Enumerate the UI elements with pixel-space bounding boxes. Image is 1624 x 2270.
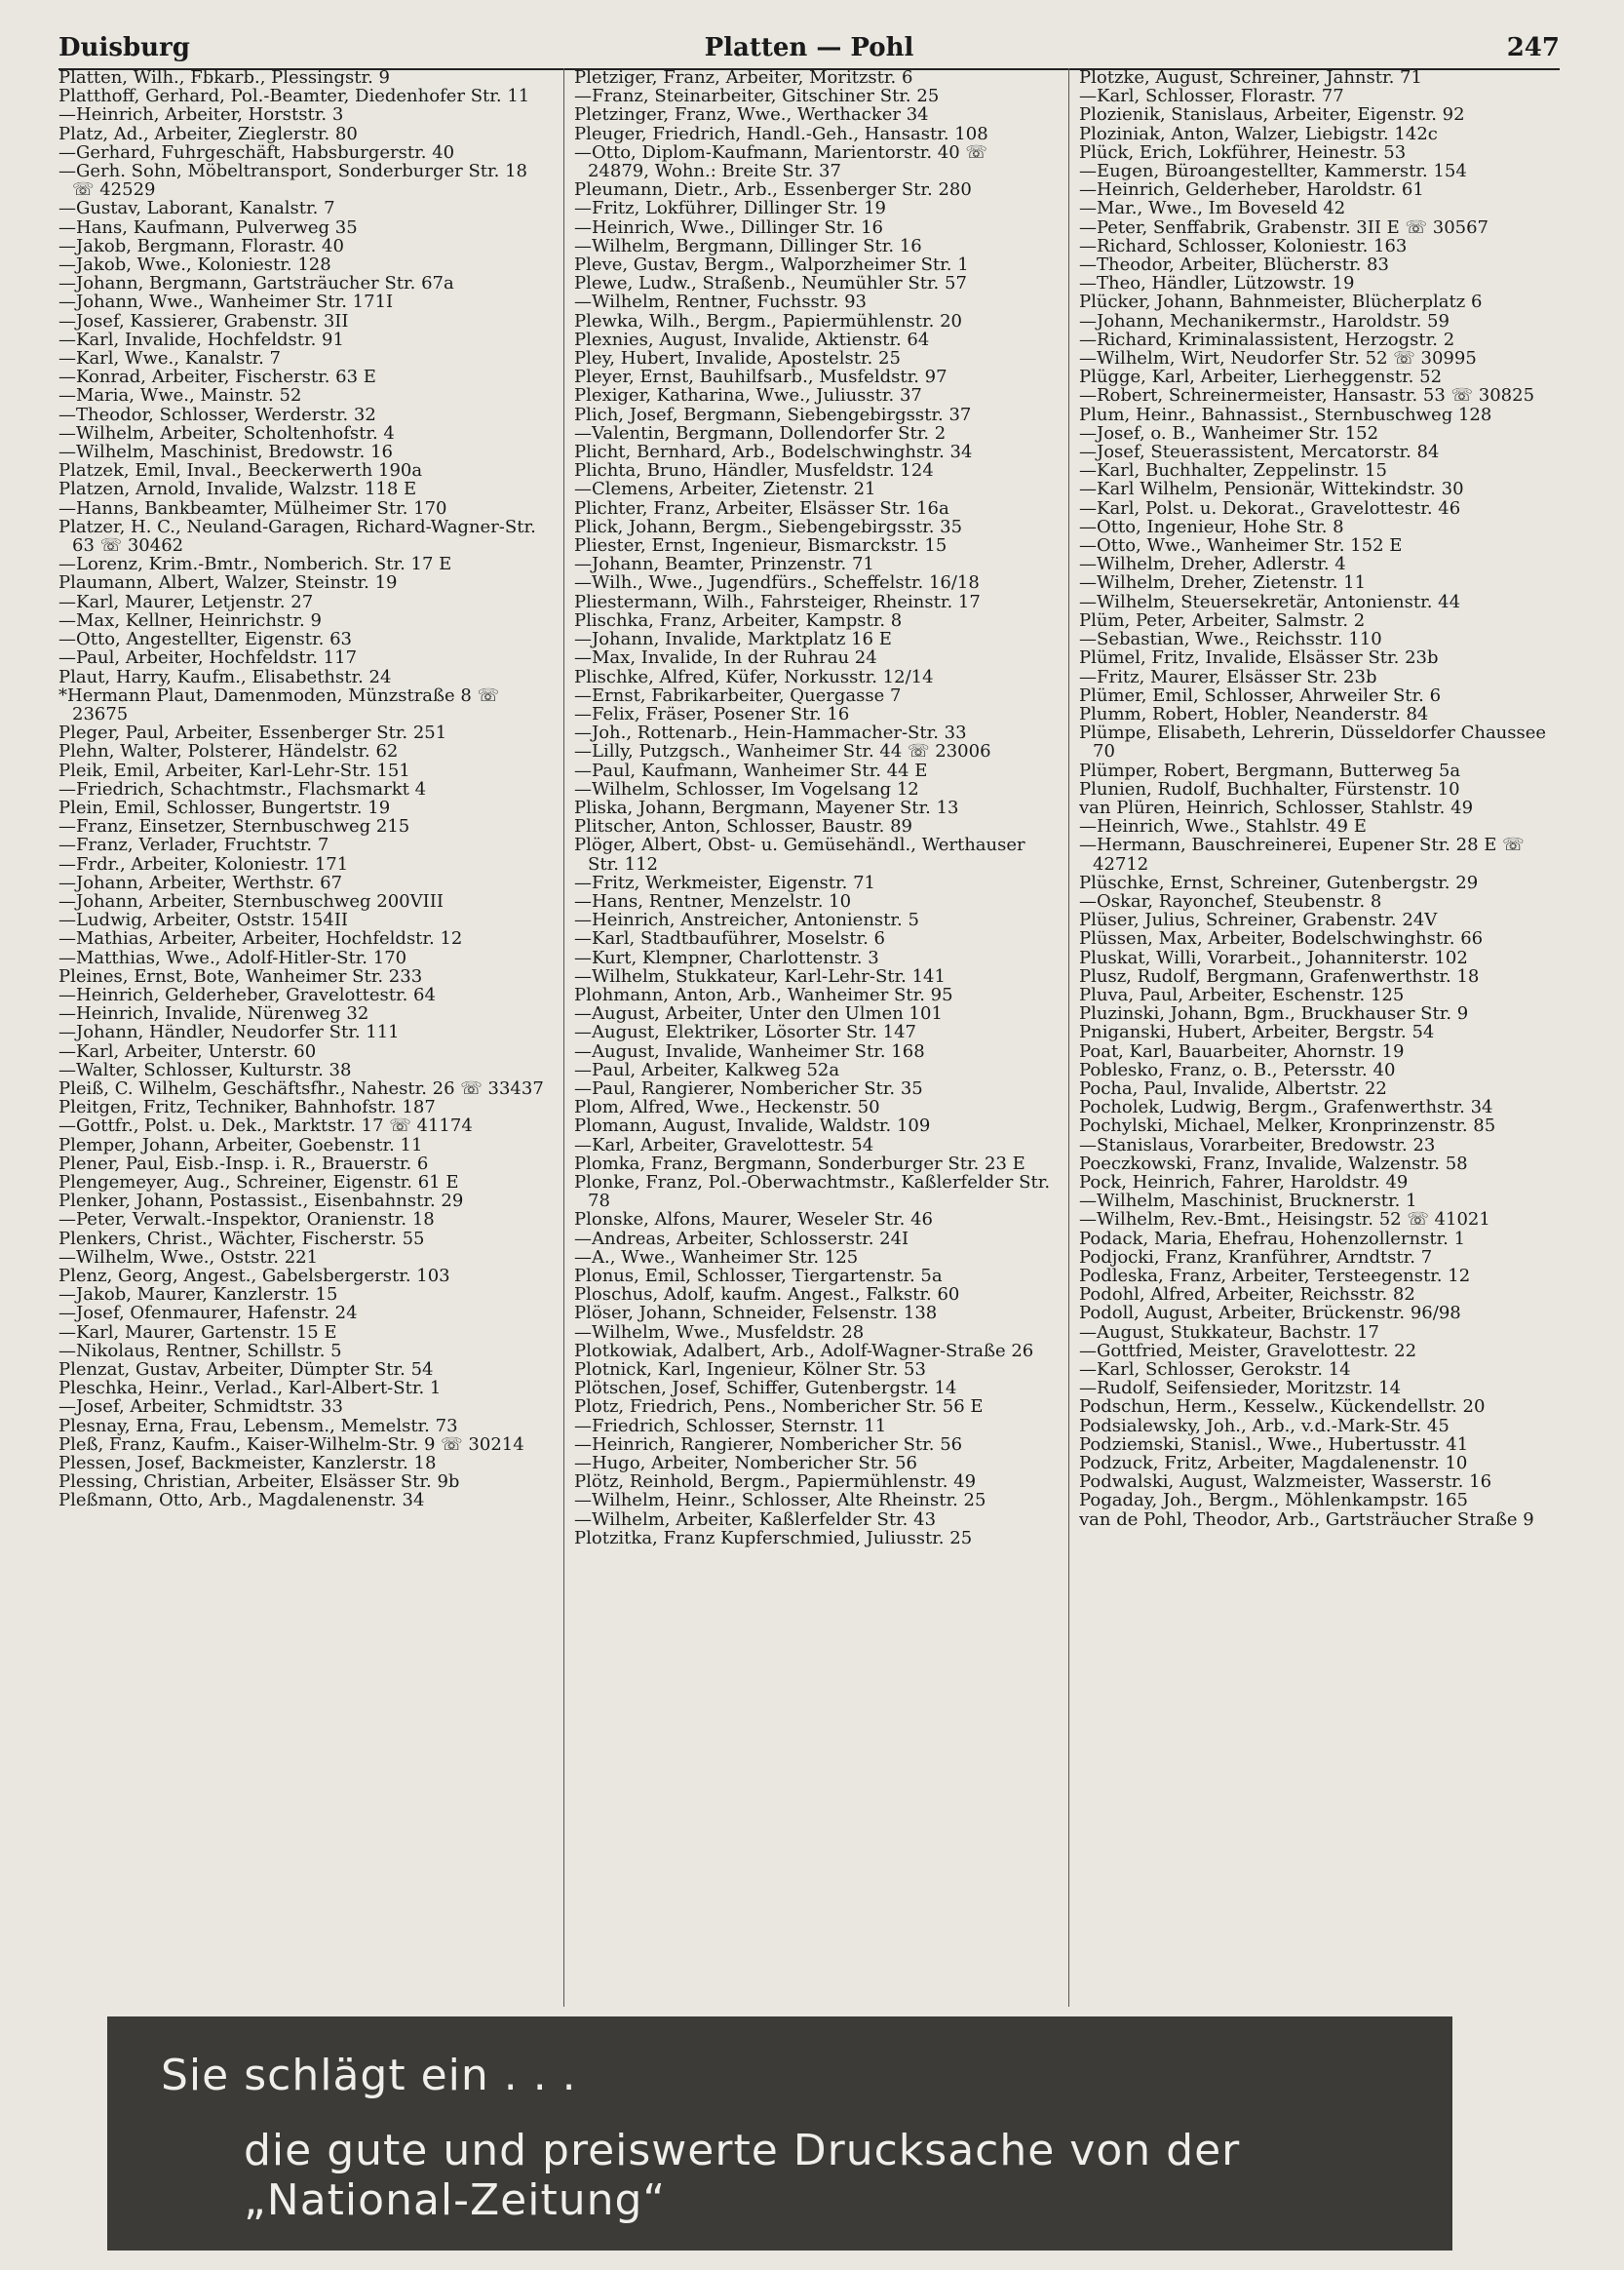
directory-entry: Pluskat, Willi, Vorarbeit., Johanniterstr. 102 [1079,947,1468,968]
directory-entry: Plüm, Peter, Arbeiter, Salmstr. 2 [1079,609,1366,631]
ad-line-2: die gute und preiswerte Drucksache von der „National-Zeitung“ [244,2126,1241,2225]
directory-entry: Plaut, Harry, Kaufm., Elisabethstr. 24 [58,666,392,687]
directory-entry: —Hans, Rentner, Menzelstr. 10 [574,890,852,912]
directory-entry: —August, Stukkateur, Bachstr. 17 [1079,1321,1379,1343]
directory-entry: —Kurt, Klempner, Charlottenstr. 3 [574,947,879,968]
directory-entry: Poeczkowski, Franz, Invalide, Walzenstr. 58 [1079,1153,1468,1174]
directory-entry: Platz, Ad., Arbeiter, Zieglerstr. 80 [58,123,358,144]
directory-entry: —Andreas, Arbeiter, Schlosserstr. 24I [574,1228,909,1249]
directory-entry: —Robert, Schreinermeister, Hansastr. 53 ☏ 30825 [1079,385,1535,407]
directory-entry: Podohl, Alfred, Arbeiter, Reichsstr. 82 [1079,1284,1415,1306]
directory-entry: Pluzinski, Johann, Bgm., Bruckhauser Str. 9 [1079,1003,1469,1025]
directory-entry: —August, Invalide, Wanheimer Str. 168 [574,1040,925,1062]
directory-entry: Plehn, Walter, Polsterer, Händelstr. 62 [58,741,399,763]
directory-entry: —A., Wwe., Wanheimer Str. 125 [574,1246,859,1268]
directory-entry: —Peter, Senffabrik, Grabenstr. 3II E ☏ 30567 [1079,216,1489,238]
directory-entry: Platthoff, Gerhard, Pol.-Beamter, Diedenhofer Str. 11 [58,86,530,107]
directory-entry: —Wilhelm, Wwe., Oststr. 221 [58,1246,319,1268]
header-range: Platten — Pohl [704,33,914,62]
directory-entry: —Johann, Arbeiter, Werthstr. 67 [58,872,343,893]
directory-entry: —Karl Wilhelm, Pensionär, Wittekindstr. 30 [1079,479,1464,500]
directory-entry: —Karl, Arbeiter, Unterstr. 60 [58,1040,317,1062]
directory-entry: Plück, Erich, Lokführer, Heinestr. 53 [1079,141,1407,163]
directory-entry: —Wilhelm, Dreher, Adlerstr. 4 [1079,554,1346,575]
directory-entry: —Otto, Angestellter, Eigenstr. 63 [58,629,352,650]
directory-entry: Pleitgen, Fritz, Techniker, Bahnhofstr. 187 [58,1097,436,1118]
directory-entry: —Oskar, Rayonchef, Steubenstr. 8 [1079,890,1382,912]
directory-entry: —Karl, Stadtbauführer, Moselstr. 6 [574,928,885,950]
directory-entry: —Wilhelm, Schlosser, Im Vogelsang 12 [574,778,919,800]
directory-entry: —Max, Kellner, Heinrichstr. 9 [58,609,322,631]
directory-entry: Plüssen, Max, Arbeiter, Bodelschwinghstr. 66 [1079,928,1484,950]
advertisement-banner [107,2016,1452,2250]
directory-entry: —Heinrich, Anstreicher, Antonienstr. 5 [574,910,919,931]
directory-entry: —Heinrich, Invalide, Nürenweg 32 [58,1003,369,1025]
directory-entry: —Theodor, Arbeiter, Blücherstr. 83 [1079,254,1389,276]
directory-entry: —Otto, Wwe., Wanheimer Str. 152 E [1079,535,1403,557]
directory-entry: —Wilh., Wwe., Jugendfürs., Scheffelstr. 16/18 [574,572,980,594]
directory-entry: Platzek, Emil, Inval., Beeckerwerth 190a [58,460,423,482]
directory-entry: —Jakob, Wwe., Koloniestr. 128 [58,254,331,276]
directory-entry: Plunien, Rudolf, Buchhalter, Fürstenstr. 10 [1079,778,1460,800]
directory-entry: —Nikolaus, Rentner, Schillstr. 5 [58,1340,342,1361]
directory-entry: —Wilhelm, Rentner, Fuchsstr. 93 [574,292,867,313]
directory-entry: —Otto, Diplom-Kaufmann, Marientorstr. 40 ☏ 24879, Wohn.: Breite Str. 37 [574,141,987,182]
directory-entry: Pleß, Franz, Kaufm., Kaiser-Wilhelm-Str. 9 ☏ 30214 [58,1433,524,1455]
directory-entry: Plom, Alfred, Wwe., Heckenstr. 50 [574,1097,880,1118]
directory-entry: —Walter, Schlosser, Kulturstr. 38 [58,1059,352,1080]
directory-entry: —Johann, Händler, Neudorfer Str. 111 [58,1022,400,1043]
directory-entry: Pleyer, Ernst, Bauhilfsarb., Musfeldstr. 97 [574,367,947,388]
directory-entry: Plener, Paul, Eisb.-Insp. i. R., Brauerstr. 6 [58,1153,429,1174]
directory-entry: —Johann, Arbeiter, Sternbuschweg 200VIII [58,890,444,912]
directory-entry: Pocha, Paul, Invalide, Albertstr. 22 [1079,1077,1387,1099]
directory-entry: —Karl, Polst. u. Dekorat., Gravelottestr. 46 [1079,497,1461,519]
directory-entry: Plitscher, Anton, Schlosser, Baustr. 89 [574,816,912,838]
directory-entry: Pluva, Paul, Arbeiter, Eschenstr. 125 [1079,984,1405,1005]
directory-entry: Plich, Josef, Bergmann, Siebengebirgsstr. 37 [574,404,972,425]
directory-entry: van Plüren, Heinrich, Schlosser, Stahlstr. 49 [1079,797,1474,818]
directory-entry: Plotz, Friedrich, Pens., Nombericher Str. 56 E [574,1396,984,1418]
directory-entry: Plümel, Fritz, Invalide, Elsässer Str. 23b [1079,647,1439,669]
directory-entry: —Wilhelm, Rev.-Bmt., Heisingstr. 52 ☏ 41021 [1079,1209,1490,1231]
directory-entry: —Wilhelm, Dreher, Zietenstr. 11 [1079,572,1367,594]
directory-entry: Plöser, Johann, Schneider, Felsenstr. 138 [574,1303,938,1324]
header-city: Duisburg [58,33,190,62]
directory-entry: —Friedrich, Schachtmstr., Flachsmarkt 4 [58,778,427,800]
directory-entry: Plonus, Emil, Schlosser, Tiergartenstr. 5a [574,1266,943,1286]
directory-entry: —Rudolf, Seifensieder, Moritzstr. 14 [1079,1378,1402,1399]
column-2 [563,68,1052,2007]
directory-entry: —Johann, Mechanikermstr., Haroldstr. 59 [1079,310,1450,332]
directory-entry: Pleumann, Dietr., Arb., Essenberger Str. 280 [574,179,972,201]
directory-entry: Pochylski, Michael, Melker, Kronprinzenstr. 85 [1079,1115,1496,1137]
directory-entry: Plexiger, Katharina, Wwe., Juliusstr. 37 [574,385,922,407]
directory-entry: —Joh., Rottenarb., Hein-Hammacher-Str. 33 [574,723,967,744]
directory-entry: Podjocki, Franz, Kranführer, Arndtstr. 7 [1079,1246,1433,1268]
directory-entry: Plick, Johann, Bergm., Siebengebirgsstr. 35 [574,516,963,537]
directory-entry: —Josef, Ofenmaurer, Hafenstr. 24 [58,1303,358,1324]
directory-entry: Plücker, Johann, Bahnmeister, Blücherplatz 6 [1079,292,1483,313]
directory-entry: Platten, Wilh., Fbkarb., Plessingstr. 9 [58,68,391,88]
directory-entry: —Karl, Buchhalter, Zeppelinstr. 15 [1079,460,1387,482]
directory-entry: Pleve, Gustav, Bergm., Walporzheimer Str. 1 [574,254,969,276]
directory-entry: —Konrad, Arbeiter, Fischerstr. 63 E [58,367,376,388]
directory-entry: —Paul, Arbeiter, Hochfeldstr. 117 [58,647,358,669]
directory-entry: —Johann, Beamter, Prinzenstr. 71 [574,554,874,575]
directory-entry: Pleines, Ernst, Bote, Wanheimer Str. 233 [58,965,423,987]
directory-entry: Pleiß, C. Wilhelm, Geschäftsfhr., Nahestr. 26 ☏ 33437 [58,1077,544,1099]
directory-entry: —Ludwig, Arbeiter, Oststr. 154II [58,910,349,931]
directory-entry: Pliester, Ernst, Ingenieur, Bismarckstr. 15 [574,535,947,557]
directory-entry: —Mathias, Arbeiter, Arbeiter, Hochfeldstr. 12 [58,928,463,950]
ad-line-1: Sie schlägt ein . . . [161,2051,577,2100]
directory-entry: Plotzke, August, Schreiner, Jahnstr. 71 [1079,68,1422,88]
directory-entry: —Johann, Invalide, Marktplatz 16 E [574,629,892,650]
directory-entry: —Heinrich, Gelderheber, Haroldstr. 61 [1079,179,1424,201]
directory-entry: —Eugen, Büroangestellter, Kammerstr. 154 [1079,161,1467,182]
directory-entry: Plewe, Ludw., Straßenb., Neumühler Str. 57 [574,273,967,294]
directory-entry: Plichter, Franz, Arbeiter, Elsässer Str. 16a [574,497,949,519]
directory-entry: —Jakob, Bergmann, Florastr. 40 [58,235,344,256]
directory-entry: —Karl, Schlosser, Gerokstr. 14 [1079,1359,1351,1381]
directory-entry: —Karl, Schlosser, Florastr. 77 [1079,86,1344,107]
directory-entry: —Heinrich, Arbeiter, Horststr. 3 [58,104,344,126]
directory-entry: —Lorenz, Krim.-Bmtr., Nomberich. Str. 17 E [58,554,452,575]
directory-entry: Plenzat, Gustav, Arbeiter, Dümpter Str. 54 [58,1359,434,1381]
directory-entry: —Johann, Bergmann, Gartsträucher Str. 67a [58,273,454,294]
directory-entry: Plotnick, Karl, Ingenieur, Kölner Str. 53 [574,1359,926,1381]
directory-entry: Podoll, August, Arbeiter, Brückenstr. 96/98 [1079,1303,1461,1324]
directory-entry: —Wilhelm, Heinr., Schlosser, Alte Rheinstr. 25 [574,1490,986,1511]
directory-entry: Plum, Heinr., Bahnassist., Sternbuschweg 128 [1079,404,1492,425]
directory-entry: —Wilhelm, Steuersekretär, Antonienstr. 44 [1079,591,1461,612]
directory-entry: Pleuger, Friedrich, Handl.-Geh., Hansastr. 108 [574,123,988,144]
directory-entry: —Felix, Fräser, Posener Str. 16 [574,703,850,724]
directory-entry: Pock, Heinrich, Fahrer, Haroldstr. 49 [1079,1171,1409,1193]
directory-entry: Podsialewsky, Joh., Arb., v.d.-Mark-Str. 45 [1079,1415,1450,1436]
directory-entry: Ploschus, Adolf, kaufm. Angest., Falkstr. 60 [574,1284,960,1306]
directory-entry: Plotzitka, Franz Kupferschmied, Juliusstr. 25 [574,1527,973,1548]
directory-entry: Plozienik, Stanislaus, Arbeiter, Eigenstr. 92 [1079,104,1465,126]
directory-entry: Plewka, Wilh., Bergm., Papiermühlenstr. 20 [574,310,962,332]
directory-entry: —Heinrich, Wwe., Stahlstr. 49 E [1079,816,1367,838]
directory-entry: —Paul, Arbeiter, Kalkweg 52a [574,1059,840,1080]
directory-entry: Pogaday, Joh., Bergm., Möhlenkampstr. 165 [1079,1490,1468,1511]
directory-entry: Plessen, Josef, Backmeister, Kanzlerstr. 18 [58,1453,437,1474]
directory-entry: —Josef, Kassierer, Grabenstr. 3II [58,310,349,332]
directory-entry: —Karl, Maurer, Gartenstr. 15 E [58,1321,337,1343]
directory-entry: —Paul, Rangierer, Nombericher Str. 35 [574,1077,923,1099]
directory-entry: —Wilhelm, Stukkateur, Karl-Lehr-Str. 141 [574,965,946,987]
directory-entry: Plüser, Julius, Schreiner, Grabenstr. 24V [1079,910,1438,931]
directory-entry: —Wilhelm, Arbeiter, Kaßlerfelder Str. 43 [574,1508,937,1530]
directory-entry: —Fritz, Werkmeister, Eigenstr. 71 [574,872,875,893]
column-3 [1068,68,1561,2007]
directory-entry: —Lilly, Putzgsch., Wanheimer Str. 44 ☏ 23006 [574,741,991,763]
directory-entry: Pleschka, Heinr., Verlad., Karl-Albert-Str. 1 [58,1378,442,1399]
directory-entry: —Gustav, Laborant, Kanalstr. 7 [58,198,335,219]
directory-entry: —Hermann, Bauschreinerei, Eupener Str. 28 E ☏ 42712 [1079,835,1525,875]
directory-entry: —Valentin, Bergmann, Dollendorfer Str. 2 [574,422,947,444]
directory-entry: —Karl, Arbeiter, Gravelottestr. 54 [574,1134,874,1155]
directory-entry: Plaumann, Albert, Walzer, Steinstr. 19 [58,572,398,594]
directory-entry: Poblesko, Franz, o. B., Petersstr. 40 [1079,1059,1396,1080]
directory-entry: —Gottfried, Meister, Gravelottestr. 22 [1079,1340,1417,1361]
directory-entry: —Johann, Wwe., Wanheimer Str. 171I [58,292,394,313]
directory-entry: Plümper, Robert, Bergmann, Butterweg 5a [1079,760,1461,781]
directory-entry: —Josef, o. B., Wanheimer Str. 152 [1079,422,1379,444]
directory-entry: —Wilhelm, Bergmann, Dillinger Str. 16 [574,235,922,256]
directory-entry: Plengemeyer, Aug., Schreiner, Eigenstr. 61 E [58,1171,459,1193]
directory-entry: —Matthias, Wwe., Adolf-Hitler-Str. 170 [58,947,407,968]
directory-entry: —Heinrich, Wwe., Dillinger Str. 16 [574,216,883,238]
directory-entry: Plomann, August, Invalide, Waldstr. 109 [574,1115,931,1137]
directory-entry: —Wilhelm, Maschinist, Bredowstr. 16 [58,442,394,463]
directory-entry: —Karl, Maurer, Letjenstr. 27 [58,591,314,612]
directory-entry: —Friedrich, Schlosser, Sternstr. 11 [574,1415,887,1436]
directory-entry: Plonke, Franz, Pol.-Oberwachtmstr., Kaßlerfelder Str. 78 [574,1171,1051,1212]
directory-entry: —Richard, Schlosser, Koloniestr. 163 [1079,235,1408,256]
directory-entry: Plemper, Johann, Arbeiter, Goebenstr. 11 [58,1134,423,1155]
directory-entry: Pletzinger, Franz, Wwe., Werthacker 34 [574,104,929,126]
directory-entry: —Otto, Ingenieur, Hohe Str. 8 [1079,516,1344,537]
directory-entry: *Hermann Plaut, Damenmoden, Münzstraße 8 ☏ 23675 [58,685,500,724]
directory-entry: —Franz, Steinarbeiter, Gitschiner Str. 25 [574,86,940,107]
directory-entry: —Gerhard, Fuhrgeschäft, Habsburgerstr. 40 [58,141,455,163]
directory-entry: Plischke, Alfred, Küfer, Norkusstr. 12/14 [574,666,934,687]
directory-entry: Pniganski, Hubert, Arbeiter, Bergstr. 54 [1079,1022,1435,1043]
directory-entry: Plötz, Reinhold, Bergm., Papiermühlenstr. 49 [574,1471,977,1493]
directory-entry: Pleger, Paul, Arbeiter, Essenberger Str. 251 [58,723,447,744]
directory-entry: Plexnies, August, Invalide, Aktienstr. 64 [574,329,930,350]
directory-entry: Pliestermann, Wilh., Fahrsteiger, Rheinstr. 17 [574,591,981,612]
directory-entry: —Heinrich, Rangierer, Nombericher Str. 56 [574,1433,963,1455]
directory-entry: —Frdr., Arbeiter, Koloniestr. 171 [58,853,349,875]
directory-entry: —Richard, Kriminalassistent, Herzogstr. 2 [1079,329,1455,350]
directory-entry: Plümpe, Elisabeth, Lehrerin, Düsseldorfer Chaussee 70 [1079,723,1547,763]
directory-entry: Plötschen, Josef, Schiffer, Gutenbergstr. 14 [574,1378,957,1399]
directory-entry: Plomka, Franz, Bergmann, Sonderburger Str. 23 E [574,1153,1025,1174]
directory-entry: —Karl, Wwe., Kanalstr. 7 [58,348,281,370]
directory-entry: Plotkowiak, Adalbert, Arb., Adolf-Wagner-Straße 26 [574,1340,1034,1361]
directory-entry: Pleßmann, Otto, Arb., Magdalenenstr. 34 [58,1490,425,1511]
directory-entry: —Hanns, Bankbeamter, Mülheimer Str. 170 [58,497,447,519]
directory-entry: Pley, Hubert, Invalide, Apostelstr. 25 [574,348,901,370]
directory-entry: —Max, Invalide, In der Ruhrau 24 [574,647,877,669]
directory-entry: Pletziger, Franz, Arbeiter, Moritzstr. 6 [574,68,913,88]
directory-entry: —Wilhelm, Arbeiter, Scholtenhofstr. 4 [58,422,395,444]
directory-entry: —Theo, Händler, Lützowstr. 19 [1079,273,1355,294]
directory-entry: —Wilhelm, Wwe., Musfeldstr. 28 [574,1321,865,1343]
page-number: 247 [1506,33,1560,62]
directory-entry: Podleska, Franz, Arbeiter, Tersteegenstr. 12 [1079,1266,1471,1286]
directory-entry: —August, Elektriker, Lösorter Str. 147 [574,1022,916,1043]
directory-entry: —Franz, Einsetzer, Sternbuschweg 215 [58,816,410,838]
directory-entry: —Franz, Verlader, Fruchtstr. 7 [58,835,329,856]
directory-entry: —Fritz, Lokführer, Dillinger Str. 19 [574,198,886,219]
directory-entry: —Karl, Invalide, Hochfeldstr. 91 [58,329,344,350]
directory-entry: —Clemens, Arbeiter, Zietenstr. 21 [574,479,876,500]
directory-entry: —Hugo, Arbeiter, Nombericher Str. 56 [574,1453,917,1474]
directory-entry: —Theodor, Schlosser, Werderstr. 32 [58,404,376,425]
directory-entry: —Wilhelm, Maschinist, Brucknerstr. 1 [1079,1191,1417,1212]
directory-entry: Plichta, Bruno, Händler, Musfeldstr. 124 [574,460,934,482]
directory-entry: —Mar., Wwe., Im Boveseld 42 [1079,198,1346,219]
directory-entry: Podwalski, August, Walzmeister, Wasserstr. 16 [1079,1471,1492,1493]
directory-entry: —Stanislaus, Vorarbeiter, Bredowstr. 23 [1079,1134,1436,1155]
directory-entry: Ploziniak, Anton, Walzer, Liebigstr. 142c [1079,123,1438,144]
directory-entry: —Josef, Arbeiter, Schmidtstr. 33 [58,1396,343,1418]
directory-entry: —Peter, Verwalt.-Inspektor, Oranienstr. 18 [58,1209,435,1231]
directory-entry: —Maria, Wwe., Mainstr. 52 [58,385,302,407]
directory-entry: —August, Arbeiter, Unter den Ulmen 101 [574,1003,943,1025]
directory-entry: —Heinrich, Gelderheber, Gravelottestr. 64 [58,984,436,1005]
directory-entry: Pleik, Emil, Arbeiter, Karl-Lehr-Str. 151 [58,760,410,781]
page-header [58,29,1560,70]
directory-entry: —Sebastian, Wwe., Reichsstr. 110 [1079,629,1382,650]
directory-entry: Plenkers, Christ., Wächter, Fischerstr. 55 [58,1228,425,1249]
directory-entry: Plügge, Karl, Arbeiter, Lierheggenstr. 52 [1079,367,1443,388]
directory-entry: Podack, Maria, Ehefrau, Hohenzollernstr. 1 [1079,1228,1466,1249]
directory-entry: Plenker, Johann, Postassist., Eisenbahnstr. 29 [58,1191,464,1212]
directory-entry: Podschun, Herm., Kesselw., Kückendellstr. 20 [1079,1396,1486,1418]
directory-entry: Pocholek, Ludwig, Bergm., Grafenwerthstr. 34 [1079,1097,1493,1118]
directory-entry: Plein, Emil, Schlosser, Bungertstr. 19 [58,797,391,818]
directory-entry: Plümer, Emil, Schlosser, Ahrweiler Str. 6 [1079,685,1442,706]
directory-entry: Plumm, Robert, Hobler, Neanderstr. 84 [1079,703,1429,724]
directory-entry: Podziemski, Stanisl., Wwe., Hubertusstr. 41 [1079,1433,1469,1455]
directory-entry: Plischka, Franz, Arbeiter, Kampstr. 8 [574,609,903,631]
directory-entry: Plöger, Albert, Obst- u. Gemüsehändl., Werthauser Str. 112 [574,835,1025,875]
directory-entry: Plessing, Christian, Arbeiter, Elsässer Str. 9b [58,1471,460,1493]
directory-columns [58,68,1560,2007]
directory-entry: Plusz, Rudolf, Bergmann, Grafenwerthstr. 18 [1079,965,1480,987]
directory-entry: —Ernst, Fabrikarbeiter, Quergasse 7 [574,685,902,706]
directory-entry: Plenz, Georg, Angest., Gabelsbergerstr. 103 [58,1266,450,1286]
directory-entry: van de Pohl, Theodor, Arb., Gartsträucher Straße 9 [1079,1508,1534,1530]
directory-entry: Pliska, Johann, Bergmann, Mayener Str. 13 [574,797,959,818]
directory-entry: Poat, Karl, Bauarbeiter, Ahornstr. 19 [1079,1040,1405,1062]
directory-entry: —Josef, Steuerassistent, Mercatorstr. 84 [1079,442,1440,463]
directory-entry: Plohmann, Anton, Arb., Wanheimer Str. 95 [574,984,953,1005]
directory-entry: —Paul, Kaufmann, Wanheimer Str. 44 E [574,760,928,781]
directory-entry: Plüschke, Ernst, Schreiner, Gutenbergstr. 29 [1079,872,1479,893]
column-1 [58,68,546,2007]
directory-entry: —Fritz, Maurer, Elsässer Str. 23b [1079,666,1377,687]
directory-entry: Podzuck, Fritz, Arbeiter, Magdalenenstr. 10 [1079,1453,1468,1474]
directory-entry: —Gerh. Sohn, Möbeltransport, Sonderburger Str. 18 ☏ 42529 [58,161,528,201]
directory-entry: Platzen, Arnold, Invalide, Walzstr. 118 E [58,479,417,500]
directory-entry: Plicht, Bernhard, Arb., Bodelschwinghstr. 34 [574,442,973,463]
directory-entry: —Jakob, Maurer, Kanzlerstr. 15 [58,1284,338,1306]
directory-entry: —Gottfr., Polst. u. Dek., Marktstr. 17 ☏ 41174 [58,1115,473,1137]
directory-entry: Plonske, Alfons, Maurer, Weseler Str. 46 [574,1209,933,1231]
directory-entry: Platzer, H. C., Neuland-Garagen, Richard-Wagner-Str. 63 ☏ 30462 [58,516,536,557]
directory-entry: —Wilhelm, Wirt, Neudorfer Str. 52 ☏ 30995 [1079,348,1477,370]
directory-entry: Plesnay, Erna, Frau, Lebensm., Memelstr. 73 [58,1415,458,1436]
directory-entry: —Hans, Kaufmann, Pulverweg 35 [58,216,358,238]
